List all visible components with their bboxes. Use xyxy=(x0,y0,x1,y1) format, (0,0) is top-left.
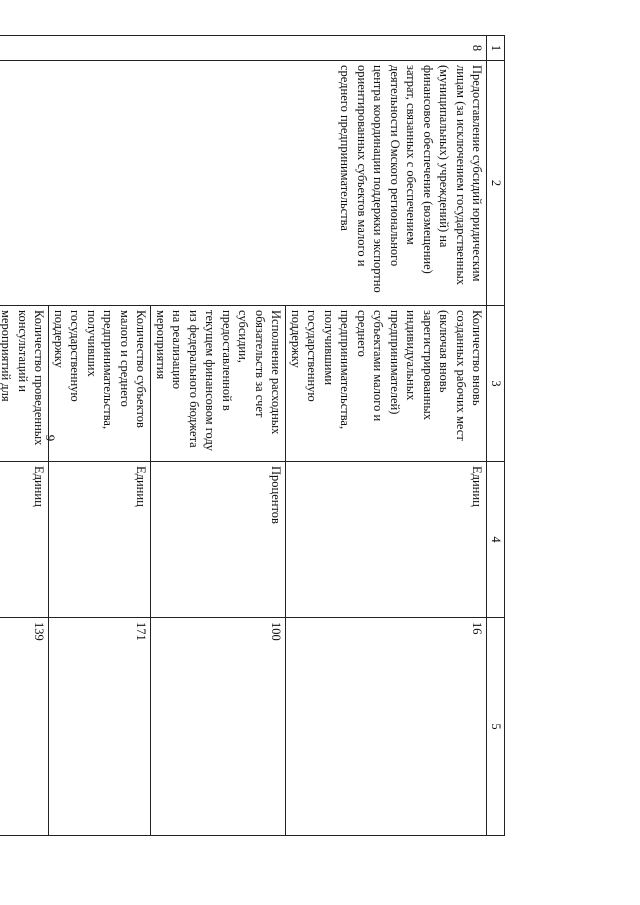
table-row xyxy=(286,36,487,836)
header-col-2: 2 xyxy=(487,61,505,306)
indicator-value-cell: 16 xyxy=(286,618,487,836)
indicator-unit-cell: Процентов xyxy=(151,462,286,618)
indicator-name-cell: Количество проведенных консультаций и мероприятий для xyxy=(0,306,49,462)
indicator-name-cell: Исполнение расходных обязательств за счет субсидии, предоставленной в текущем финансовом году из федерального бюджета на реализацию мероприятия xyxy=(151,306,286,462)
indicator-unit-cell: Единиц xyxy=(0,462,49,618)
header-row xyxy=(487,36,505,836)
header-col-5: 5 xyxy=(487,618,505,836)
page-number: 9 xyxy=(43,434,58,442)
header-col-4: 4 xyxy=(487,462,505,618)
indicators-table xyxy=(0,35,505,836)
indicator-value-cell: 100 xyxy=(151,618,286,836)
header-col-3: 3 xyxy=(487,306,505,462)
header-col-1: 1 xyxy=(487,36,505,61)
row-number-cell: 8 xyxy=(0,36,487,61)
measure-cell: Предоставление субсидий юридическим лицам (за исключением государственных (муниципальных) учреждений) на финансовое обеспечение (возмещение) затрат, связанных с обеспечением деятельности Омского регионального центра координации поддержки экспортно ориентированных субъектов малого и среднего предпринимательства xyxy=(0,61,487,306)
indicator-name-cell: Количество субъектов малого и среднего предпринимательства, получивших государственную поддержку xyxy=(49,306,151,462)
indicator-value-cell: 139 xyxy=(0,618,49,836)
indicator-value-cell: 171 xyxy=(49,618,151,836)
indicator-unit-cell: Единиц xyxy=(49,462,151,618)
indicator-unit-cell: Единиц xyxy=(286,462,487,618)
rotated-table-container xyxy=(0,35,505,835)
indicator-name-cell: Количество вновь созданных рабочих мест (включая вновь зарегистрированных индивидуальных предпринимателей) субъектами малого и среднего предпринимательства, получившими государственную поддержку xyxy=(286,306,487,462)
